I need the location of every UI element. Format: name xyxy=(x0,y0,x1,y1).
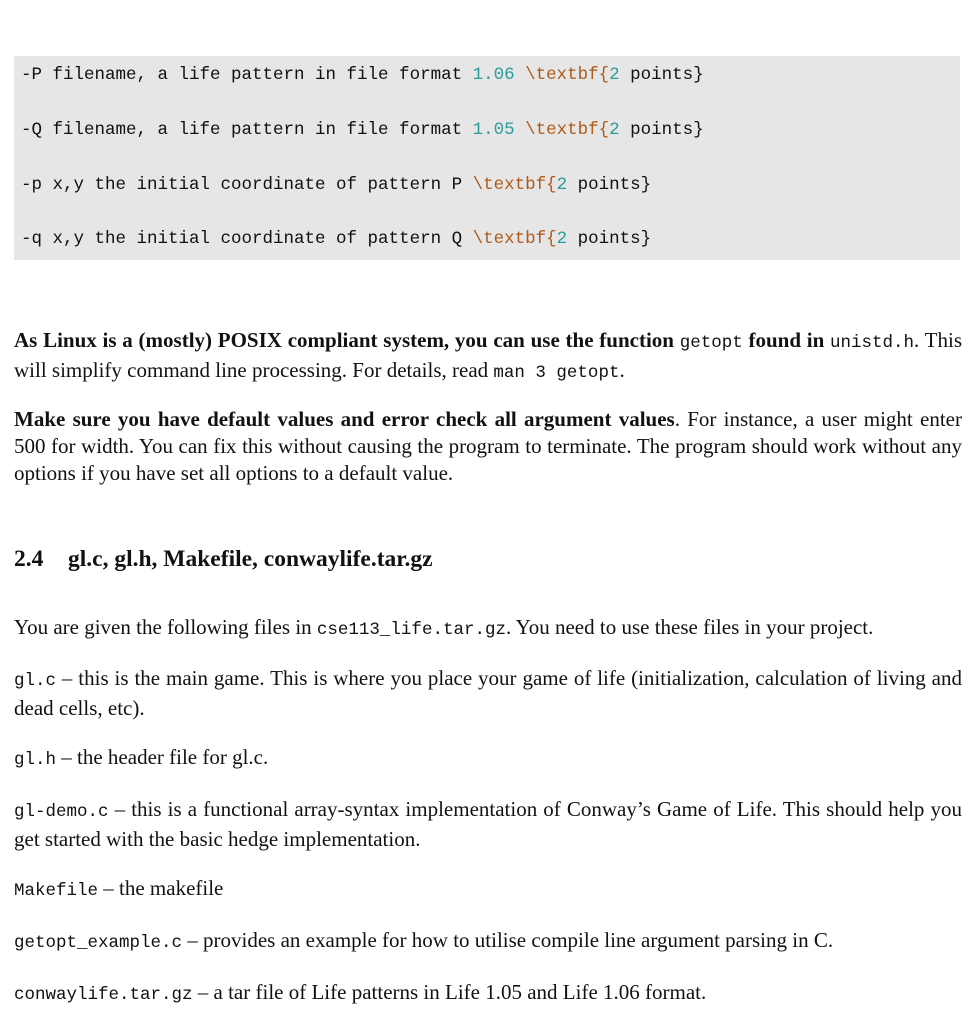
file-description: – provides an example for how to utilise compile line argument parsing in C. xyxy=(182,928,834,952)
file-name: conwaylife.tar.gz xyxy=(14,985,193,1005)
section-heading xyxy=(14,543,433,575)
file-description: – this is the main game. This is where you place your game of life (initialization, calculation of living and dead cells, etc). xyxy=(14,666,962,720)
code-number: 2 xyxy=(556,175,568,195)
inline-code: unistd.h xyxy=(830,333,915,353)
bold-text: As Linux is a (mostly) POSIX compliant system, you can use the function xyxy=(14,328,680,352)
code-number: 2 xyxy=(609,120,620,140)
file-item-makefile xyxy=(14,875,962,905)
file-item-conwaylife xyxy=(14,979,962,1009)
inline-code: getopt xyxy=(679,333,743,353)
code-line-p-option xyxy=(21,174,651,196)
code-text: -Q filename, a life pattern in file format xyxy=(21,120,473,140)
code-number: 2 xyxy=(556,229,568,249)
file-item-gl-c xyxy=(14,665,962,722)
body-text: . xyxy=(619,358,625,382)
bold-text: Make sure you have default values and error check all argument values xyxy=(14,407,675,431)
code-text: points} xyxy=(567,229,652,249)
file-description: – a tar file of Life patterns in Life 1.05 and Life 1.06 format. xyxy=(192,980,707,1004)
section-title: gl.c, gl.h, Makefile, conwaylife.tar.gz xyxy=(68,546,433,572)
defaults-paragraph xyxy=(14,406,962,487)
code-number: 1.05 xyxy=(472,120,515,140)
body-text: . For instance, a user might enter 500 for width. You can fix this without causing the program to terminate. The program should work without any options if you have set all options to a default value. xyxy=(14,407,962,485)
code-command: \textbf{ xyxy=(525,65,610,85)
file-item-gl-h xyxy=(14,744,962,774)
code-number: 1.06 xyxy=(472,65,515,85)
body-text: You are given the following files in xyxy=(14,615,317,639)
code-number: 2 xyxy=(609,65,620,85)
code-text: points} xyxy=(619,120,704,140)
code-block xyxy=(14,56,960,260)
file-description: – the makefile xyxy=(98,876,224,900)
section-number: 2.4 xyxy=(14,546,44,572)
file-item-getopt-example xyxy=(14,927,962,957)
code-line-Q-option xyxy=(21,119,704,141)
code-command: \textbf{ xyxy=(525,120,610,140)
code-command: \textbf{ xyxy=(472,229,557,249)
code-text: points} xyxy=(619,65,704,85)
body-text: . You need to use these files in your project. xyxy=(505,615,874,639)
code-line-P-option xyxy=(21,64,704,86)
inline-code: man 3 getopt xyxy=(493,363,620,383)
file-name: Makefile xyxy=(14,881,99,901)
bold-text: found in xyxy=(742,328,825,352)
file-item-gl-demo xyxy=(14,796,962,853)
getopt-paragraph xyxy=(14,327,962,387)
file-name: gl.c xyxy=(14,671,57,691)
file-name: getopt_example.c xyxy=(14,933,183,953)
intro-paragraph xyxy=(14,614,962,644)
code-text: -p x,y the initial coordinate of pattern P xyxy=(21,175,473,195)
file-name: gl.h xyxy=(14,750,57,770)
file-name: gl-demo.c xyxy=(14,802,109,822)
inline-code: cse113_life.tar.gz xyxy=(316,620,506,640)
file-description: – the header file for gl.c. xyxy=(56,745,269,769)
file-description: – this is a functional array-syntax implementation of Conway’s Game of Life. This should help you get started with the basic hedge implementation. xyxy=(14,797,962,851)
code-text: points} xyxy=(567,175,652,195)
code-text: -q x,y the initial coordinate of pattern Q xyxy=(21,229,473,249)
code-text: -P filename, a life pattern in file format xyxy=(21,65,473,85)
code-command: \textbf{ xyxy=(472,175,557,195)
code-line-q-option xyxy=(21,228,651,250)
body-text: . This will simplify command line processing. For details, read xyxy=(14,328,962,382)
